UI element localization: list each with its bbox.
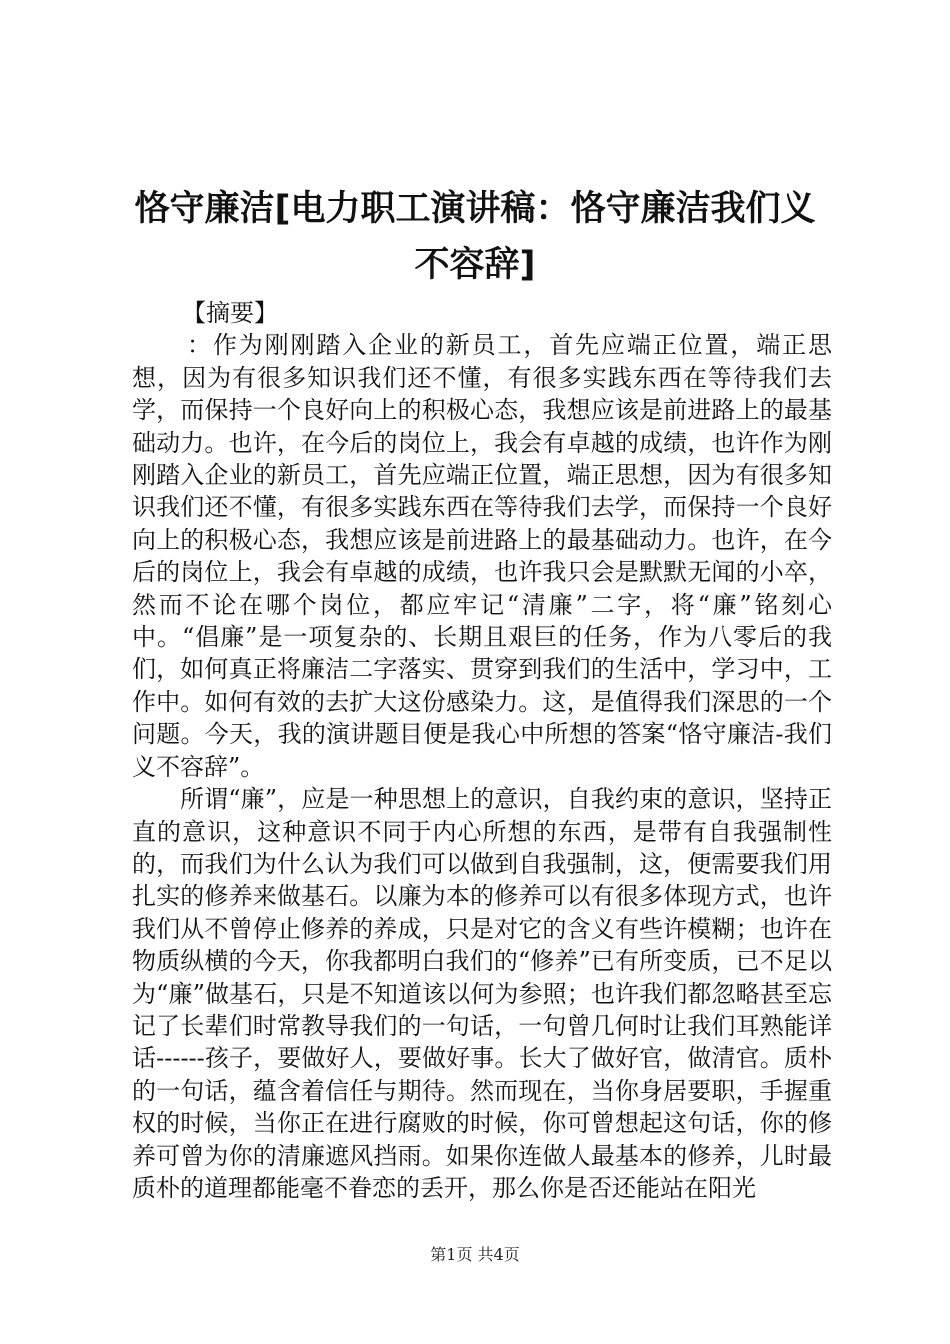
abstract-label: 【摘要】 xyxy=(182,299,278,327)
page-footer: 第1页 共4页 xyxy=(430,1245,520,1264)
document-title: 恪守廉洁[电力职工演讲稿：恪守廉洁我们义不容辞] xyxy=(134,189,816,285)
paragraph: 所谓“廉”，应是一种思想上的意识，自我约束的意识，坚持正直的意识，这种意识不同于内心所想的东西，是带有自我强制性的，而我们为什么认为我们可以做到自我强制，这，便需要我们用扎实的修养来做基石。以廉为本的修养可以有很多体现方式，也许我们从不曾停止修养的养成，只是对它的含义有些许模糊；也许在物质纵横的今天，你我都明白我们的“修养”已有所变质，已不足以为“廉”做基石，只是不知道该以何为参照；也许我们都忽略甚至忘记了长辈们时常教导我们的一句话，一句曾几何时让我们耳熟能详话------孩子，要做好人，要做好事。长大了做好官，做清官。质朴的一句话，蕴含着信任与期待。然而现在，当你身居要职，手握重权的时候，当你正在进行腐败的时候，你可曾想起这句话，你的修养可曾为你的清廉遮风挡雨。如果你连做人最基本的修养，儿时最质朴的道理都能毫不眷恋的丢开，那么你是否还能站在阳光 xyxy=(132,785,832,1202)
document-body xyxy=(132,297,832,1204)
paragraph: ：作为刚刚踏入企业的新员工，首先应端正位置，端正思想，因为有很多知识我们还不懂，有很多实践东西在等待我们去学，而保持一个良好向上的积极心态，我想应该是前进路上的最基础动力。也许，在今后的岗位上，我会有卓越的成绩，也许作为刚刚踏入企业的新员工，首先应端正位置，端正思想，因为有很多知识我们还不懂，有很多实践东西在等待我们去学，而保持一个良好向上的积极心态，我想应该是前进路上的最基础动力。也许，在今后的岗位上，我会有卓越的成绩，也许我只会是默默无闻的小卒，然而不论在哪个岗位，都应牢记“清廉”二字，将“廉”铭刻心中。“倡廉”是一项复杂的、长期且艰巨的任务，作为八零后的我们，如何真正将廉洁二字落实、贯穿到我们的生活中，学习中，工作中。如何有效的去扩大这份感染力。这，是值得我们深思的一个问题。今天，我的演讲题目便是我心中所想的答案“恪守廉洁-我们义不容辞”。 xyxy=(132,331,832,781)
